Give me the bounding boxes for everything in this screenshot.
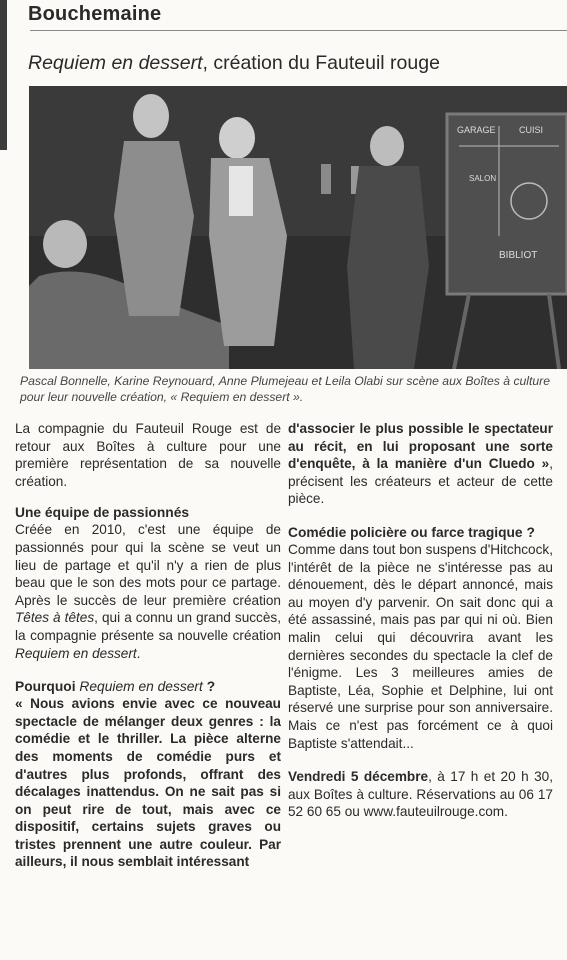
equipe-text-italic-title: Têtes à têtes xyxy=(15,610,95,626)
section-comedie-text: Comme dans tout bon suspens d'Hitchcock, l'intérêt de la pièce ne s'intéresse pas au dénouement, dès le départ annoncé, mais au moyen d'y parvenir. On sait donc qui a été assassiné, mais pas par qui ni où. Bien malin celui qui découvrira avant les dernières secondes du spectacle la clef de l'énigme. Les 3 meilleures amies de Baptiste, Léa, Sophie et Delphine, lui ont réservé une surprise pour son anniversaire. Mais ce n'est pas forcément ce à quoi Baptiste s'attendait... xyxy=(288,541,553,751)
board-label-garage: GARAGE xyxy=(457,125,496,135)
equipe-text-part-2: , qui a connu un grand succès, la compagnie présente sa nouvelle création xyxy=(15,610,281,643)
headline-title-rest: , création du Fauteuil rouge xyxy=(202,52,440,74)
board-label-salon: SALON xyxy=(469,174,497,183)
section-heading-pourquoi xyxy=(15,678,281,695)
right-column xyxy=(288,420,553,821)
article-photo xyxy=(29,86,567,369)
section-equipe-text xyxy=(15,521,281,662)
pourquoi-title-a: Pourquoi xyxy=(15,679,80,695)
equipe-text-italic-title-2: Requiem en dessert xyxy=(15,645,137,661)
left-column xyxy=(15,420,281,871)
section-heading-equipe: Une équipe de passionnés xyxy=(15,505,190,521)
intro-paragraph: La compagnie du Fauteuil Rouge est de retour aux Boîtes à culture pour une première représentation de sa nouvelle création. xyxy=(15,421,281,489)
stage-photo-illustration xyxy=(29,86,567,369)
board-label-cuisine: CUISI xyxy=(519,125,544,135)
practical-info xyxy=(288,768,553,821)
equipe-text-part-3: . xyxy=(136,645,141,661)
photo-caption: Pascal Bonnelle, Karine Reynouard, Anne Plumejeau et Leila Olabi sur scène aux Boîtes à culture pour leur nouvelle création, « Requiem en dessert ». xyxy=(20,374,551,404)
equipe-text-part-1: Créée en 2010, c'est une équipe de passionnés pour qui la scène se veut un lieu de partage et qu'il n'y a rien de plus beau que le son des mots pour ce partage. Après le succès de leur première création xyxy=(15,522,281,608)
section-pourquoi-quote: « Nous avions envie avec ce nouveau spectacle de mélanger deux genres : la comédie et le thriller. La pièce alterne des moments de comédie purs et d'autres plus profonds, offrant des décalages inattendus. On ne sait pas si on peut rire de tout, mais avec ce dispositif, certains sujets graves ou tristes prennent une autre couleur. Par ailleurs, il nous semblait intéressant xyxy=(15,696,281,870)
section-heading-comedie: Comédie policière ou farce tragique ? xyxy=(288,524,535,540)
event-details: , à 17 h et 20 h 30, aux Boîtes à culture. Réservations au 06 17 52 60 65 ou www.fauteuilrouge.com. xyxy=(288,769,553,820)
board-label-bibliotheque: BIBLIOT xyxy=(499,250,538,261)
section-city-title: Bouchemaine xyxy=(28,3,162,25)
quote-continuation xyxy=(288,420,553,508)
quote-attribution: , précisent les créateurs et acteur de cette pièce. xyxy=(288,456,553,507)
quote-continuation-bold: d'associer le plus possible le spectateur au récit, en lui proposant une sorte d'enquête, à la manière d'un Cluedo » xyxy=(288,421,553,472)
pourquoi-title-b: ? xyxy=(202,679,216,695)
article-headline xyxy=(28,52,440,75)
event-date: Vendredi 5 décembre xyxy=(288,769,429,785)
header-rule xyxy=(30,30,567,31)
page-edge-bar xyxy=(0,0,7,150)
headline-title-italic: Requiem en dessert xyxy=(28,52,203,74)
pourquoi-title-italic: Requiem en dessert xyxy=(79,679,203,695)
